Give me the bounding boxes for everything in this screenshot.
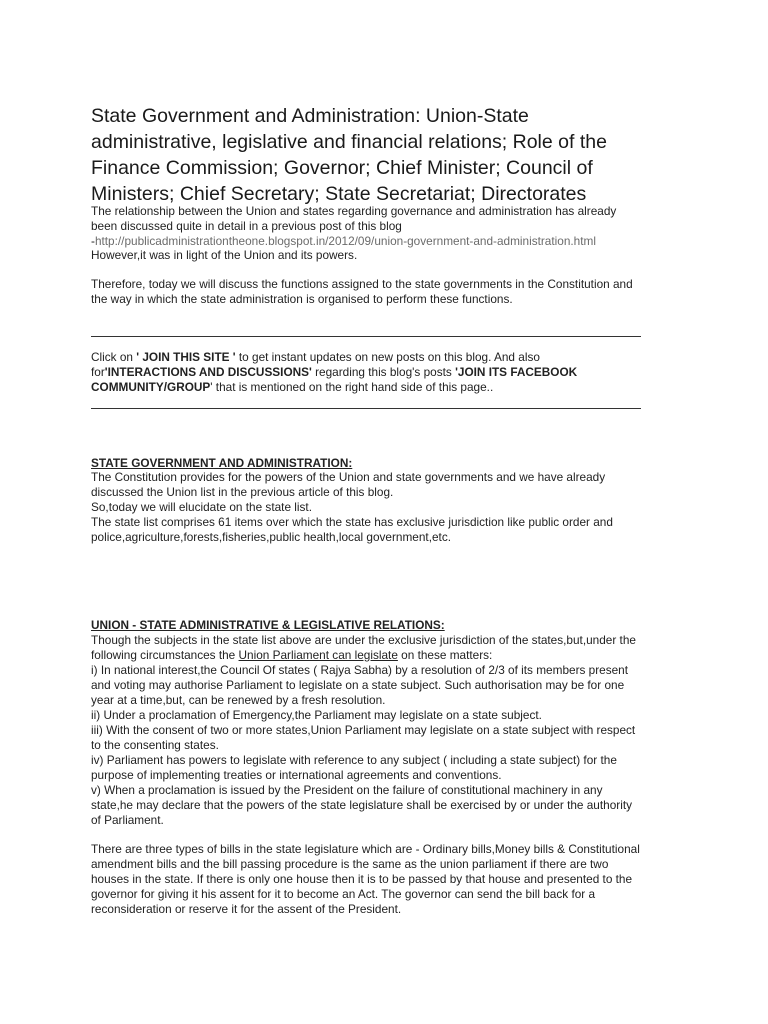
bills-line: governor for giving it his assent for it to become an Act. The governor can send the bill back for a	[91, 887, 596, 901]
join-text: Click on	[91, 350, 137, 364]
previous-post-link[interactable]: http://publicadministrationtheone.blogspot.in/2012/09/union-government-and-administration.html	[94, 234, 596, 248]
union-parliament-text: Union Parliament can legislate	[238, 648, 398, 662]
bills-line: reconsideration or reserve it for the assent of the President.	[91, 902, 402, 916]
section2-line	[91, 648, 492, 663]
intro-link-line	[91, 234, 596, 249]
intro-line: However,it was in light of the Union and its powers.	[91, 248, 358, 262]
section2-line: purpose of implementing treaties or international agreements and conventions.	[91, 768, 502, 782]
section2-line: of Parliament.	[91, 813, 164, 827]
section2-line: iv) Parliament has powers to legislate with reference to any subject ( including a state subject) for the	[91, 753, 617, 767]
title-line: Finance Commission; Governor; Chief Minister; Council of	[91, 157, 593, 179]
facebook-group-text: 'JOIN ITS FACEBOOK	[455, 365, 578, 379]
section-heading-state-government: STATE GOVERNMENT AND ADMINISTRATION:	[91, 456, 353, 470]
therefore-line: the way in which the state administration is organised to perform these functions.	[91, 292, 513, 306]
bills-line: houses in the state. If there is only one house then it is to be passed by that house and presented to the	[91, 872, 633, 886]
join-text: regarding this blog's posts	[311, 365, 456, 379]
join-text: to get instant updates on new posts on this blog. And also	[235, 350, 540, 364]
section-heading-union-state-relations: UNION - STATE ADMINISTRATIVE & LEGISLATIVE RELATIONS:	[91, 618, 445, 632]
intro-line: The relationship between the Union and states regarding governance and administration has already	[91, 204, 617, 218]
divider	[91, 336, 641, 337]
join-line	[91, 380, 493, 395]
join-this-site-text: ' JOIN THIS SITE '	[136, 350, 236, 364]
interactions-text: 'INTERACTIONS AND DISCUSSIONS'	[104, 365, 312, 379]
link-prefix: -	[91, 234, 95, 248]
section1-line: The state list comprises 61 items over which the state has exclusive jurisdiction like public order and	[91, 515, 613, 529]
intro-line: been discussed quite in detail in a previous post of this blog	[91, 219, 402, 233]
section2-text: on these matters:	[397, 648, 493, 662]
section1-line: So,today we will elucidate on the state list.	[91, 500, 312, 514]
facebook-group-text: COMMUNITY/GROUP	[91, 380, 211, 394]
section2-line: Though the subjects in the state list above are under the exclusive jurisdiction of the states,but,under the	[91, 633, 636, 647]
divider	[91, 408, 641, 409]
title-line: Ministers; Chief Secretary; State Secretariat; Directorates	[91, 183, 587, 205]
section2-text: following circumstances the	[91, 648, 239, 662]
section2-line: year at a time,but, can be renewed by a fresh resolution.	[91, 693, 386, 707]
join-line	[91, 365, 577, 380]
title-line: administrative, legislative and financial relations; Role of the	[91, 131, 607, 153]
join-line	[91, 350, 540, 365]
page-title	[91, 103, 691, 207]
section2-line: and voting may authorise Parliament to legislate on a state subject. Such authorisation may be for one	[91, 678, 625, 692]
title-line: State Government and Administration: Union-State	[91, 105, 529, 127]
join-text: for	[91, 365, 105, 379]
bills-line: amendment bills and the bill passing procedure is the same as the union parliament if there are two	[91, 857, 609, 871]
section2-line: iii) With the consent of two or more states,Union Parliament may legislate on a state subject with respect	[91, 723, 636, 737]
section2-line: state,he may declare that the powers of the state legislature shall be exercised by or under the authority	[91, 798, 632, 812]
section1-line: The Constitution provides for the powers of the Union and state governments and we have already	[91, 470, 606, 484]
therefore-line: Therefore, today we will discuss the functions assigned to the state governments in the Constitution and	[91, 277, 633, 291]
bills-line: There are three types of bills in the state legislature which are - Ordinary bills,Money bills & Constitutional	[91, 842, 640, 856]
section2-line: ii) Under a proclamation of Emergency,the Parliament may legislate on a state subject.	[91, 708, 542, 722]
join-text: ' that is mentioned on the right hand side of this page..	[210, 380, 494, 394]
section2-line: i) In national interest,the Council Of states ( Rajya Sabha) by a resolution of 2/3 of its members present	[91, 663, 629, 677]
section2-line: v) When a proclamation is issued by the President on the failure of constitutional machinery in any	[91, 783, 603, 797]
section1-line: discussed the Union list in the previous article of this blog.	[91, 485, 394, 499]
section1-line: police,agriculture,forests,fisheries,public health,local government,etc.	[91, 530, 451, 544]
section2-line: to the consenting states.	[91, 738, 219, 752]
